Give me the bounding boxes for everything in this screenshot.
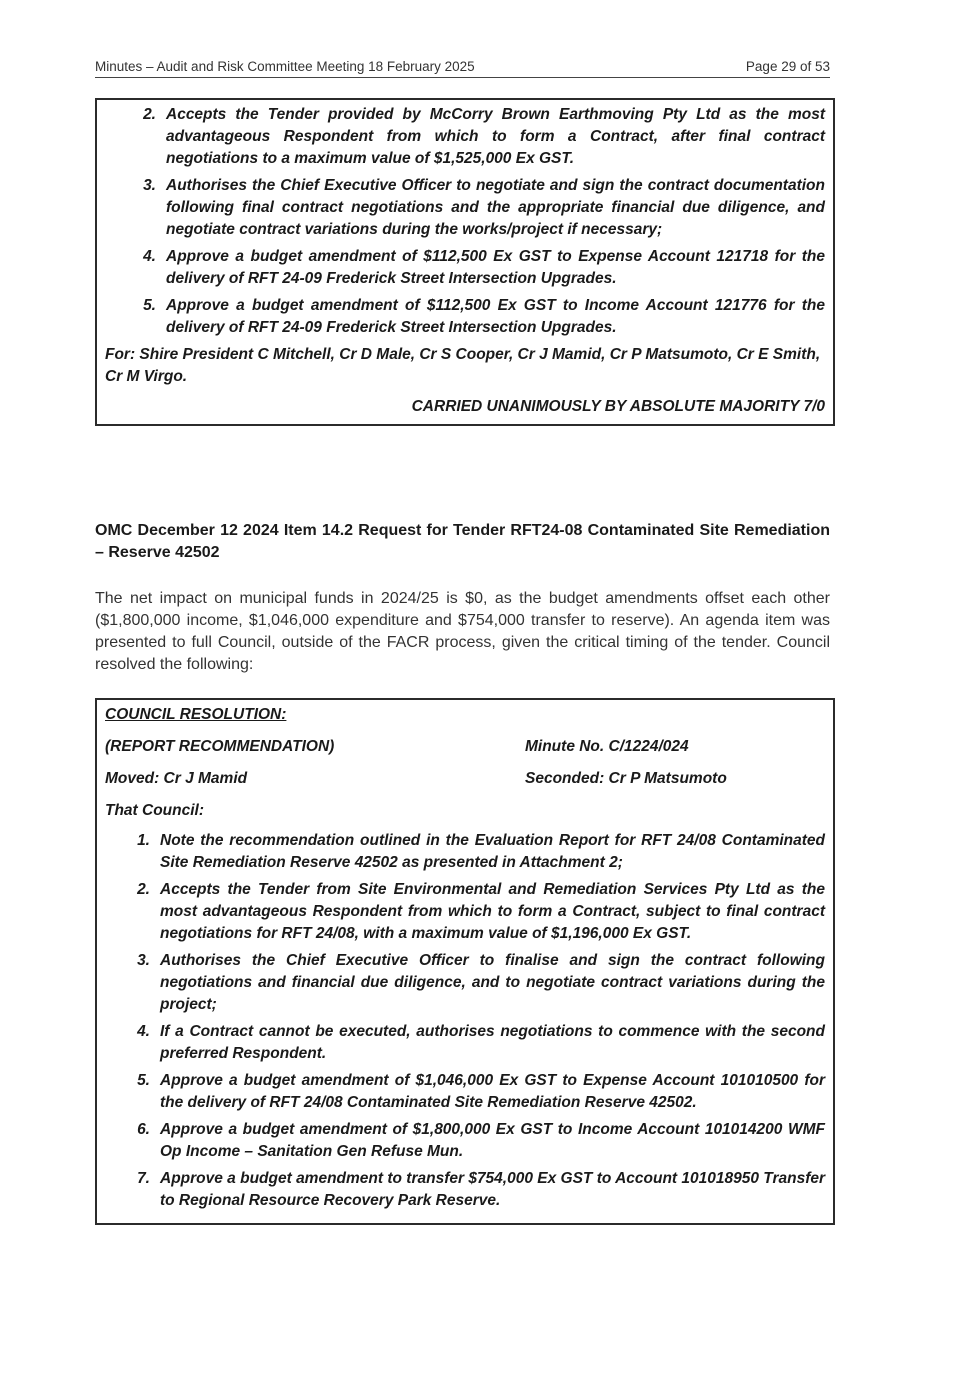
resolution-1-list	[105, 104, 825, 339]
list-item: 1. Note the recommendation outlined in the Evaluation Report for RFT 24/08 Contaminated Site Remediation Reserve 42502 as presented in Attachment 2;	[137, 832, 825, 871]
section-heading: OMC December 12 2024 Item 14.2 Request for Tender RFT24-08 Contaminated Site Remediation – Reserve 42502	[95, 522, 830, 561]
moved-by: Moved: Cr J Mamid	[105, 770, 248, 787]
vote-record: For: Shire President C Mitchell, Cr D Male, Cr S Cooper, Cr J Mamid, Cr P Matsumoto, Cr E Smith, Cr M Virgo.	[105, 346, 821, 385]
page-number: Page 29 of 53	[745, 59, 830, 74]
that-council: That Council:	[105, 802, 205, 819]
list-item: 6. Approve a budget amendment of $1,800,000 Ex GST to Income Account 101014200 WMF Op Income – Sanitation Gen Refuse Mun.	[137, 1121, 825, 1160]
list-item: 4. Approve a budget amendment of $112,500 Ex GST to Expense Account 121718 for the delivery of RFT 24-09 Frederick Street Intersection Upgrades.	[143, 248, 825, 287]
page-header	[95, 59, 830, 78]
section-paragraph: The net impact on municipal funds in 2024/25 is $0, as the budget amendments offset each other ($1,800,000 income, $1,046,000 expenditure and $754,000 transfer to reserve). An agenda item was presented to full Council, outside of the FACR process, given the critical timing of the tender. Council resolved the following:	[95, 590, 830, 673]
list-item: 3. Authorises the Chief Executive Officer to finalise and sign the contract following negotiations and financial due diligence, and to negotiate contract variations during the project;	[137, 952, 825, 1013]
document-title: Minutes – Audit and Risk Committee Meeting 18 February 2025	[95, 59, 475, 74]
list-item: 3. Authorises the Chief Executive Officer to negotiate and sign the contract documentation following final contract negotiations and the appropriate financial due diligence, and negotiate contract variations during the works/project if necessary;	[143, 177, 825, 238]
resolution-title: COUNCIL RESOLUTION:	[105, 706, 287, 723]
list-item: 5. Approve a budget amendment of $1,046,000 Ex GST to Expense Account 101010500 for the delivery of RFT 24/08 Contaminated Site Remediation Reserve 42502.	[137, 1072, 825, 1111]
resolution-2-list	[105, 830, 825, 1212]
list-item: 7. Approve a budget amendment to transfer $754,000 Ex GST to Account 101018950 Transfer to Regional Resource Recovery Park Reserve.	[137, 1170, 826, 1209]
list-item: 2. Accepts the Tender from Site Environmental and Remediation Services Pty Ltd as the most advantageous Respondent from which to form a Contract, subject to final contract negotiations for RFT 24/08, with a maximum value of $1,196,000 Ex GST.	[137, 881, 825, 942]
list-item: 5. Approve a budget amendment of $112,500 Ex GST to Income Account 121776 for the delivery of RFT 24-09 Frederick Street Intersection Upgrades.	[143, 297, 825, 336]
list-item: 4. If a Contract cannot be executed, authorises negotiations to commence with the second preferred Respondent.	[137, 1023, 825, 1062]
report-recommendation: (REPORT RECOMMENDATION)	[105, 738, 335, 755]
resolution-box-2	[95, 698, 835, 1225]
resolution-box-1	[95, 98, 835, 426]
seconded-by: Seconded: Cr P Matsumoto	[525, 770, 727, 787]
carried-statement: CARRIED UNANIMOUSLY BY ABSOLUTE MAJORITY 7/0	[411, 398, 825, 415]
list-item: 2. Accepts the Tender provided by McCorry Brown Earthmoving Pty Ltd as the most advantageous Respondent from which to form a Contract, after final contract negotiations to a maximum value of $1,525,000 Ex GST.	[143, 106, 825, 167]
minute-number: Minute No. C/1224/024	[525, 738, 689, 755]
